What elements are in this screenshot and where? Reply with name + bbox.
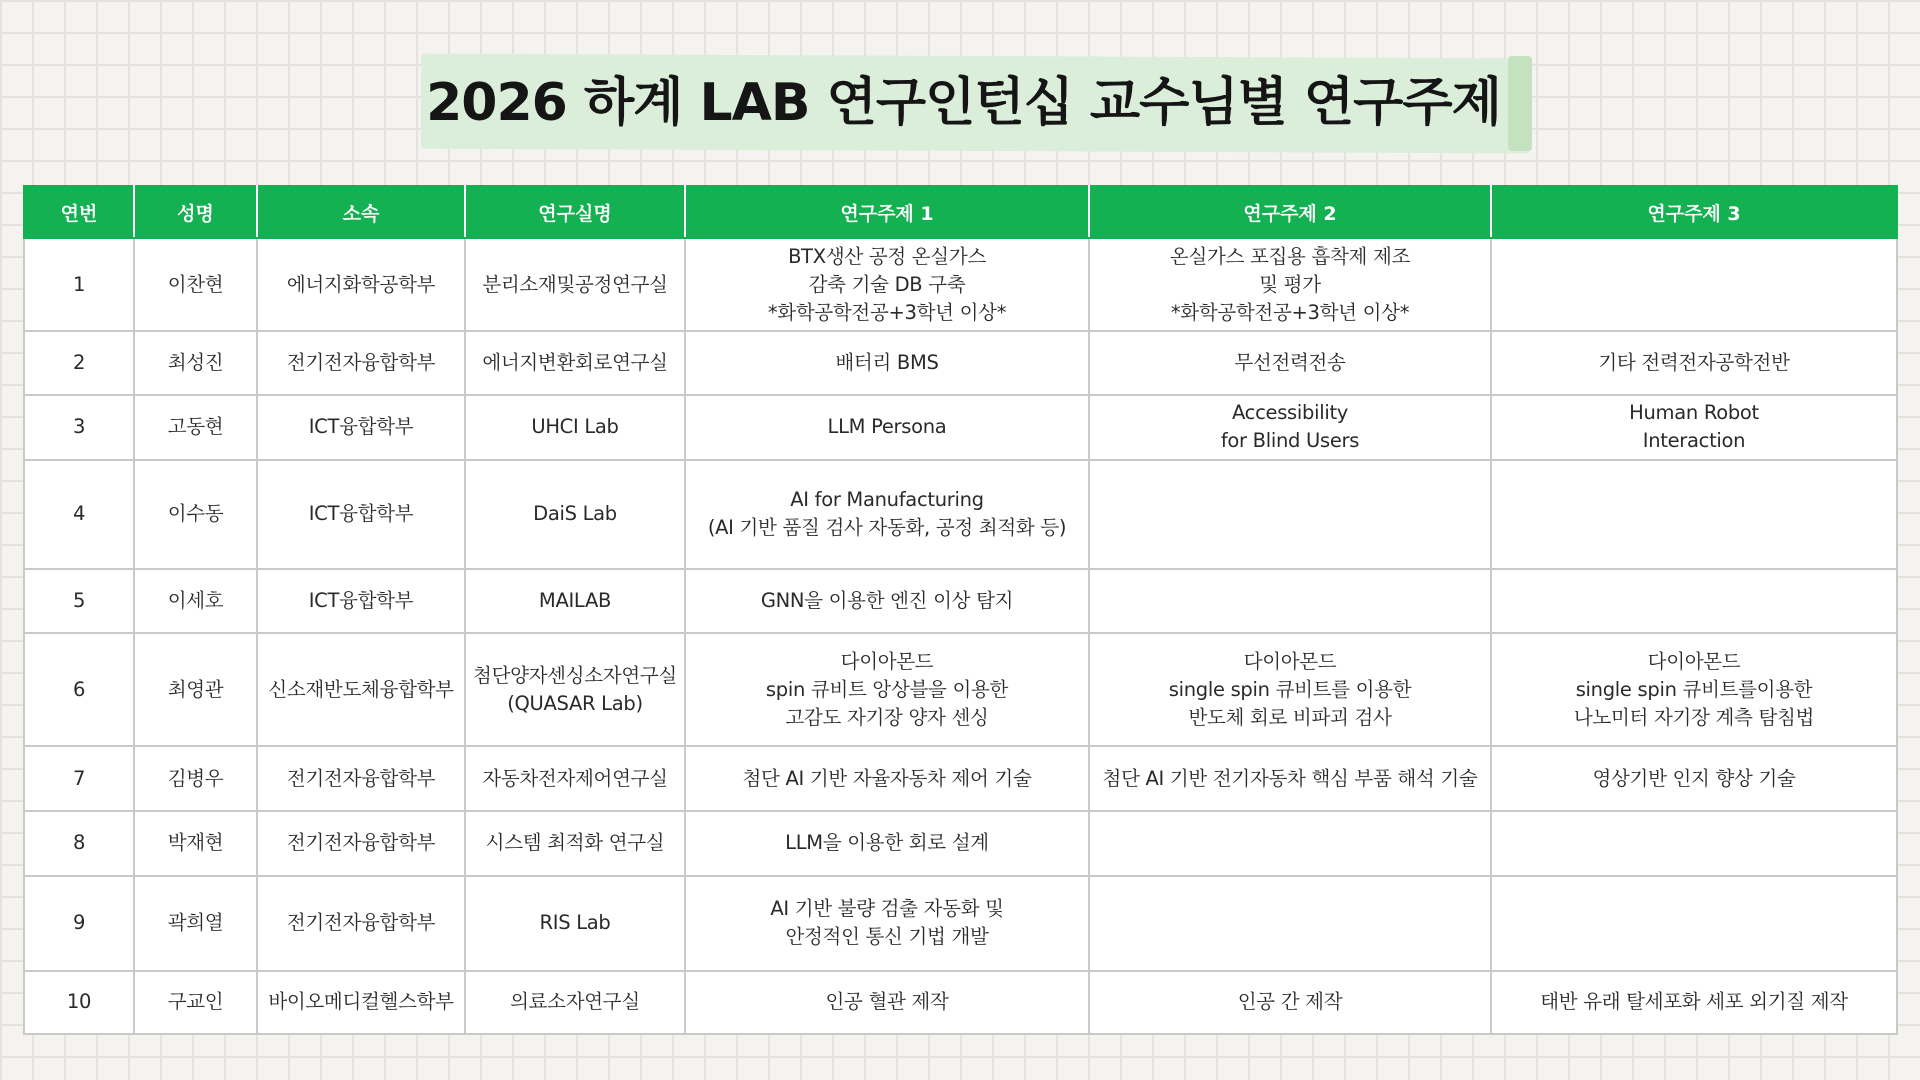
cell-name: 박재현 bbox=[134, 811, 257, 875]
title-banner bbox=[421, 56, 1530, 151]
cell-topic-1: 인공 혈관 제작 bbox=[685, 971, 1089, 1034]
cell-topic-2 bbox=[1089, 876, 1491, 971]
cell-lab: RIS Lab bbox=[465, 876, 685, 971]
cell-lab: 의료소자연구실 bbox=[465, 971, 685, 1034]
cell-department: 전기전자융합학부 bbox=[257, 331, 465, 395]
header-department: 소속 bbox=[257, 186, 465, 238]
cell-no: 9 bbox=[24, 876, 134, 971]
cell-topic-1: GNN을 이용한 엔진 이상 탐지 bbox=[685, 569, 1089, 633]
cell-lab: 에너지변환회로연구실 bbox=[465, 331, 685, 395]
cell-name: 구교인 bbox=[134, 971, 257, 1034]
cell-topic-2: 인공 간 제작 bbox=[1089, 971, 1491, 1034]
cell-topic-1: LLM Persona bbox=[685, 395, 1089, 459]
cell-name: 이수동 bbox=[134, 460, 257, 569]
cell-name: 고동현 bbox=[134, 395, 257, 459]
cell-topic-3: 영상기반 인지 향상 기술 bbox=[1491, 746, 1897, 811]
cell-name: 김병우 bbox=[134, 746, 257, 811]
table-row bbox=[24, 569, 1897, 633]
table-row bbox=[24, 395, 1897, 459]
cell-name: 이세호 bbox=[134, 569, 257, 633]
cell-topic-2 bbox=[1089, 569, 1491, 633]
header-topic-2: 연구주제 2 bbox=[1089, 186, 1491, 238]
cell-department: 전기전자융합학부 bbox=[257, 811, 465, 875]
cell-topic-1: AI 기반 불량 검출 자동화 및 안정적인 통신 기법 개발 bbox=[685, 876, 1089, 971]
cell-no: 3 bbox=[24, 395, 134, 459]
cell-no: 8 bbox=[24, 811, 134, 875]
cell-topic-3: Human Robot Interaction bbox=[1491, 395, 1897, 459]
cell-topic-3: 기타 전력전자공학전반 bbox=[1491, 331, 1897, 395]
cell-name: 최성진 bbox=[134, 331, 257, 395]
header-no: 연번 bbox=[24, 186, 134, 238]
cell-lab: MAILAB bbox=[465, 569, 685, 633]
cell-topic-2 bbox=[1089, 811, 1491, 875]
cell-no: 2 bbox=[24, 331, 134, 395]
table-row bbox=[24, 633, 1897, 746]
cell-no: 7 bbox=[24, 746, 134, 811]
header-name: 성명 bbox=[134, 186, 257, 238]
cell-topic-2: 온실가스 포집용 흡착제 제조 및 평가 *화학공학전공+3학년 이상* bbox=[1089, 238, 1491, 331]
cell-no: 4 bbox=[24, 460, 134, 569]
cell-topic-3 bbox=[1491, 876, 1897, 971]
cell-lab: 시스템 최적화 연구실 bbox=[465, 811, 685, 875]
cell-topic-3 bbox=[1491, 569, 1897, 633]
cell-topic-3 bbox=[1491, 238, 1897, 331]
cell-lab: 분리소재및공정연구실 bbox=[465, 238, 685, 331]
cell-topic-2: Accessibility for Blind Users bbox=[1089, 395, 1491, 459]
table-row bbox=[24, 811, 1897, 875]
cell-no: 10 bbox=[24, 971, 134, 1034]
header-topic-3: 연구주제 3 bbox=[1491, 186, 1897, 238]
cell-no: 5 bbox=[24, 569, 134, 633]
cell-topic-2: 첨단 AI 기반 전기자동차 핵심 부품 해석 기술 bbox=[1089, 746, 1491, 811]
research-topics-table bbox=[23, 185, 1898, 1035]
cell-topic-1: BTX생산 공정 온실가스 감축 기술 DB 구축 *화학공학전공+3학년 이상* bbox=[685, 238, 1089, 331]
table-row bbox=[24, 331, 1897, 395]
table-row bbox=[24, 876, 1897, 971]
cell-lab: 첨단양자센싱소자연구실 (QUASAR Lab) bbox=[465, 633, 685, 746]
cell-department: 신소재반도체융합학부 bbox=[257, 633, 465, 746]
cell-department: 에너지화학공학부 bbox=[257, 238, 465, 331]
cell-topic-1: 첨단 AI 기반 자율자동차 제어 기술 bbox=[685, 746, 1089, 811]
page-title: 2026 하계 LAB 연구인턴십 교수님별 연구주제 bbox=[426, 73, 1501, 133]
cell-name: 곽희열 bbox=[134, 876, 257, 971]
cell-topic-2: 다이아몬드 single spin 큐비트를 이용한 반도체 회로 비파괴 검사 bbox=[1089, 633, 1491, 746]
cell-topic-1: 다이아몬드 spin 큐비트 앙상블을 이용한 고감도 자기장 양자 센싱 bbox=[685, 633, 1089, 746]
table-row bbox=[24, 971, 1897, 1034]
cell-department: 전기전자융합학부 bbox=[257, 876, 465, 971]
cell-topic-3: 태반 유래 탈세포화 세포 외기질 제작 bbox=[1491, 971, 1897, 1034]
cell-department: 전기전자융합학부 bbox=[257, 746, 465, 811]
cell-topic-3 bbox=[1491, 811, 1897, 875]
cell-lab: 자동차전자제어연구실 bbox=[465, 746, 685, 811]
cell-department: ICT융합학부 bbox=[257, 460, 465, 569]
cell-topic-2: 무선전력전송 bbox=[1089, 331, 1491, 395]
cell-no: 6 bbox=[24, 633, 134, 746]
cell-department: ICT융합학부 bbox=[257, 569, 465, 633]
table-row bbox=[24, 238, 1897, 331]
cell-topic-1: LLM을 이용한 회로 설계 bbox=[685, 811, 1089, 875]
cell-lab: DaiS Lab bbox=[465, 460, 685, 569]
table-row bbox=[24, 746, 1897, 811]
cell-name: 이찬현 bbox=[134, 238, 257, 331]
cell-lab: UHCI Lab bbox=[465, 395, 685, 459]
header-lab: 연구실명 bbox=[465, 186, 685, 238]
cell-department: ICT융합학부 bbox=[257, 395, 465, 459]
cell-topic-3: 다이아몬드 single spin 큐비트를이용한 나노미터 자기장 계측 탐침법 bbox=[1491, 633, 1897, 746]
cell-name: 최영관 bbox=[134, 633, 257, 746]
cell-topic-1: AI for Manufacturing (AI 기반 품질 검사 자동화, 공정 최적화 등) bbox=[685, 460, 1089, 569]
cell-topic-2 bbox=[1089, 460, 1491, 569]
cell-department: 바이오메디컬헬스학부 bbox=[257, 971, 465, 1034]
table-row bbox=[24, 460, 1897, 569]
title-highlight-edge bbox=[1508, 56, 1532, 151]
table-header-row bbox=[24, 186, 1897, 238]
header-topic-1: 연구주제 1 bbox=[685, 186, 1089, 238]
cell-no: 1 bbox=[24, 238, 134, 331]
cell-topic-1: 배터리 BMS bbox=[685, 331, 1089, 395]
cell-topic-3 bbox=[1491, 460, 1897, 569]
